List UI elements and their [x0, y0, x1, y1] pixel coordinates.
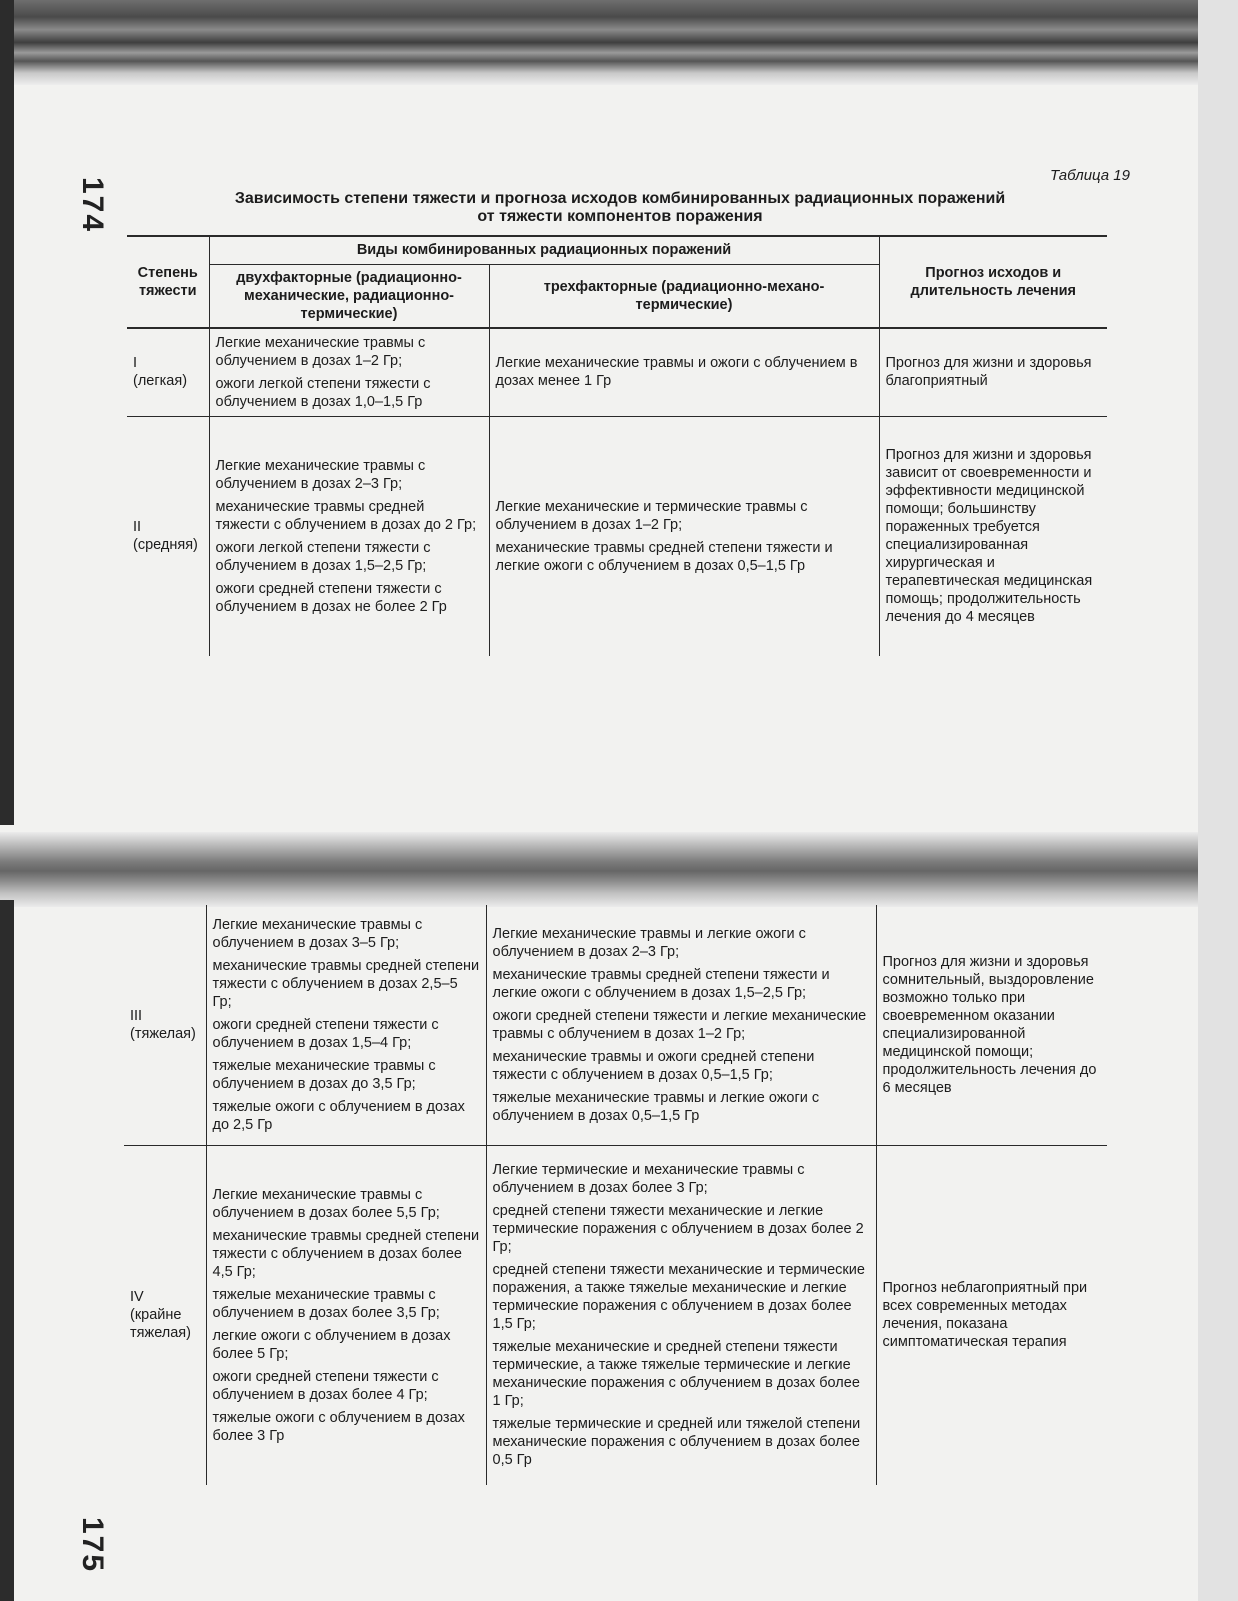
prognosis-cell: Прогноз для жизни и здоровья зависит от своевременности и эффективности медицинской помощи; большинству пораженных требуется специализированная хирургическая и терапевтическая медицинская помощь; продолжительность лечения до 4 месяцев — [879, 416, 1107, 656]
prognosis-cell: Прогноз для жизни и здоровья благоприятный — [879, 328, 1107, 416]
three-factor-cell — [486, 905, 876, 1145]
header-prognosis: Прогноз исходов и длительность лечения — [879, 236, 1107, 328]
table-row — [127, 416, 1107, 656]
table-title — [130, 190, 1110, 226]
list-item: легкие ожоги с облучением в дозах более 5 Гр; — [212, 1327, 451, 1362]
header-three-factor: трехфакторные (радиационно-механо-термические) — [489, 264, 879, 328]
page-fold-shadow — [0, 832, 1238, 907]
scan-left-edge — [0, 900, 14, 1601]
page-number-top: 174 — [76, 177, 109, 234]
list-item: ожоги легкой степени тяжести с облучением в дозах 1,5–2,5 Гр; — [215, 539, 431, 574]
scan-right-edge — [1198, 0, 1238, 1601]
scan-left-edge — [0, 0, 14, 825]
three-factor-cell — [486, 1145, 876, 1485]
header-types: Виды комбинированных радиационных поражений — [209, 236, 879, 264]
severity-table-part2 — [124, 905, 1107, 1485]
list-item: Легкие механические травмы с облучением в дозах 2–3 Гр; — [215, 457, 426, 492]
list-item: тяжелые механические травмы с облучением в дозах более 3,5 Гр; — [212, 1286, 440, 1321]
list-item: тяжелые ожоги с облучением в дозах более 3 Гр — [212, 1409, 465, 1444]
table-row — [124, 905, 1107, 1145]
list-item: механические травмы средней степени тяжести и легкие ожоги с облучением в дозах 1,5–2,5 Гр; — [492, 966, 830, 1001]
degree-name: (тяжелая) — [130, 1025, 196, 1042]
degree-cell — [124, 905, 206, 1145]
list-item: ожоги средней степени тяжести с облучением в дозах 1,5–4 Гр; — [212, 1016, 439, 1051]
table-label: Таблица 19 — [1049, 167, 1130, 184]
list-item: средней степени тяжести механические и термические поражения, а также тяжелые механические и легкие термические поражения с облучением в дозах более 1,5 Гр; — [492, 1262, 865, 1333]
page-number-bottom: 175 — [76, 1517, 109, 1574]
list-item: Легкие механические травмы с облучением в дозах 1–2 Гр; — [215, 334, 426, 369]
list-item: Легкие механические и термические травмы с облучением в дозах 1–2 Гр; — [495, 498, 808, 533]
three-factor-cell — [489, 328, 879, 416]
degree-name: (легкая) — [133, 373, 188, 390]
list-item: средней степени тяжести механические и легкие термические поражения с облучением в дозах более 2 Гр; — [492, 1203, 864, 1256]
table-row — [127, 328, 1107, 416]
list-item: тяжелые механические травмы с облучением в дозах до 3,5 Гр; — [212, 1057, 436, 1092]
list-item: ожоги средней степени тяжести с облучением в дозах не более 2 Гр — [215, 580, 447, 615]
list-item: Легкие механические травмы с облучением в дозах 3–5 Гр; — [212, 916, 423, 951]
list-item: тяжелые ожоги с облучением в дозах до 2,5 Гр — [212, 1098, 465, 1133]
prognosis-cell: Прогноз неблагоприятный при всех современных методах лечения, показана симптоматическая терапия — [876, 1145, 1107, 1485]
list-item: тяжелые механические травмы и легкие ожоги с облучением в дозах 0,5–1,5 Гр — [492, 1089, 820, 1124]
list-item: механические травмы средней тяжести с облучением в дозах до 2 Гр; — [215, 498, 477, 533]
degree-cell — [127, 416, 209, 656]
degree-cell — [127, 328, 209, 416]
list-item: механические травмы и ожоги средней степени тяжести с облучением в дозах 0,5–1,5 Гр; — [492, 1048, 815, 1083]
header-two-factor: двухфакторные (радиационно-механические, радиационно-термические) — [209, 264, 489, 328]
prognosis-cell: Прогноз для жизни и здоровья сомнительный, выздоровление возможно только при своевременном оказании специализированной медицинской помощи; продолжительность лечения до 6 месяцев — [876, 905, 1107, 1145]
two-factor-cell — [209, 328, 489, 416]
list-item: тяжелые термические и средней или тяжелой степени механические поражения с облучением в дозах более 0,5 Гр — [492, 1416, 861, 1469]
three-factor-cell — [489, 416, 879, 656]
list-item: механические травмы средней степени тяжести и легкие ожоги с облучением в дозах 0,5–1,5 Гр — [495, 539, 833, 574]
degree-cell — [124, 1145, 206, 1485]
list-item: ожоги средней степени тяжести с облучением в дозах более 4 Гр; — [212, 1368, 439, 1403]
table-title-line: Зависимость степени тяжести и прогноза исходов комбинированных радиационных поражений — [234, 190, 1006, 207]
table-row — [124, 1145, 1107, 1485]
table-title-line: от тяжести компонентов поражения — [477, 208, 763, 225]
severity-table-part1 — [127, 235, 1107, 656]
two-factor-cell — [209, 416, 489, 656]
list-item: механические травмы средней степени тяжести с облучением в дозах более 4,5 Гр; — [212, 1227, 480, 1280]
header-degree: Степень тяжести — [127, 236, 209, 328]
list-item: механические травмы средней степени тяжести с облучением в дозах 2,5–5 Гр; — [212, 957, 480, 1010]
degree-name: (средняя) — [133, 537, 198, 554]
two-factor-cell — [206, 1145, 486, 1485]
list-item: Легкие механические травмы с облучением в дозах более 5,5 Гр; — [212, 1186, 440, 1221]
degree-number: I — [133, 355, 138, 372]
list-item: тяжелые механические и средней степени тяжести термические, а также тяжелые термические и легкие механические поражения с облучением в дозах более 1 Гр; — [492, 1339, 860, 1410]
list-item: Легкие механические травмы и ожоги с облучением в дозах менее 1 Гр — [495, 355, 858, 390]
list-item: ожоги легкой степени тяжести с облучением в дозах 1,0–1,5 Гр — [215, 375, 431, 410]
scan-top-edge — [0, 0, 1238, 85]
list-item: Легкие механические травмы и легкие ожоги с облучением в дозах 2–3 Гр; — [492, 925, 806, 960]
degree-number: II — [133, 519, 142, 536]
degree-number: IV — [130, 1289, 144, 1306]
degree-number: III — [130, 1007, 143, 1024]
list-item: ожоги средней степени тяжести и легкие механические травмы с облучением в дозах 1–2 Гр; — [492, 1007, 867, 1042]
two-factor-cell — [206, 905, 486, 1145]
list-item: Легкие термические и механические травмы с облучением в дозах более 3 Гр; — [492, 1162, 805, 1197]
degree-name: (крайне тяжелая) — [130, 1307, 191, 1342]
